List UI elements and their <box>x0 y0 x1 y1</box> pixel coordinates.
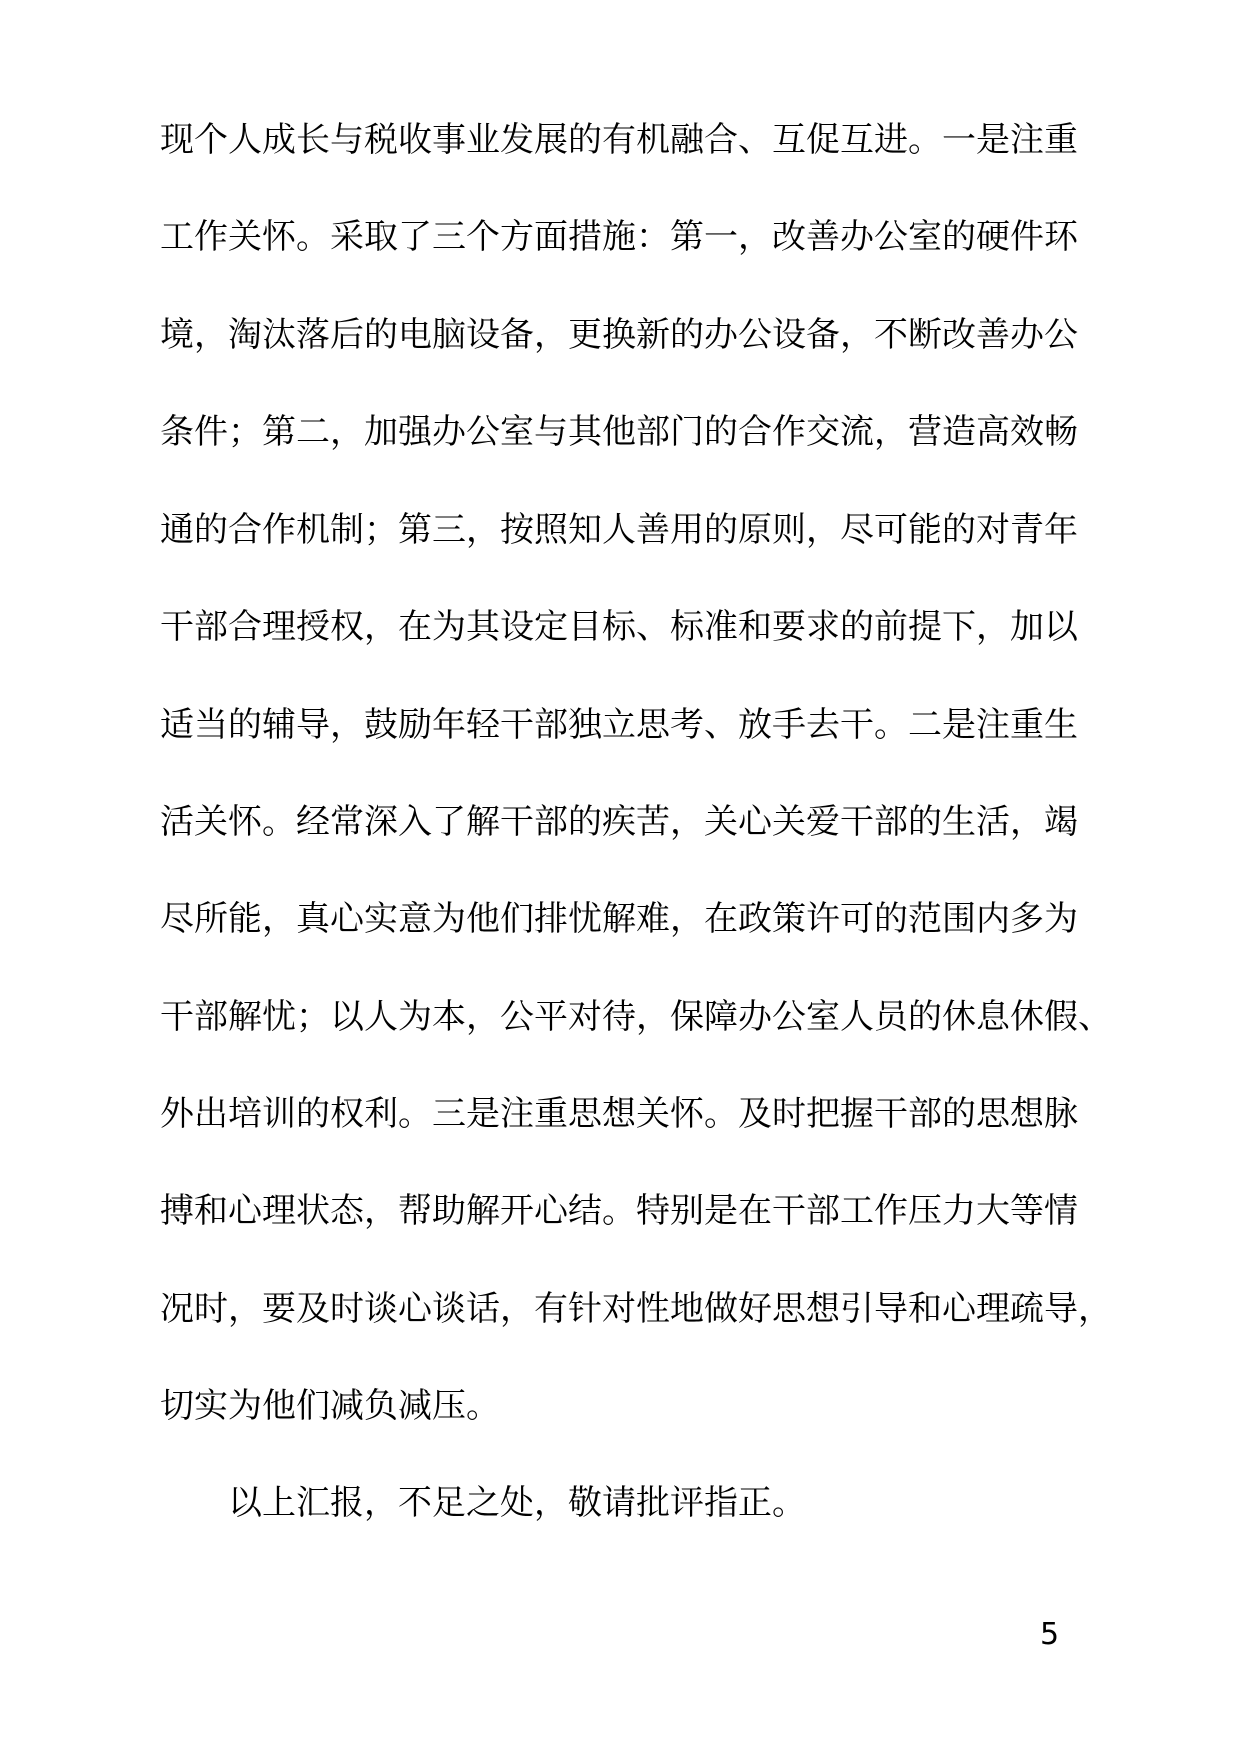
body-text-line: 通的合作机制；第三，按照知人善用的原则，尽可能的对青年 <box>160 510 1078 550</box>
body-text-line: 干部合理授权，在为其设定目标、标准和要求的前提下，加以 <box>160 607 1078 647</box>
body-text-line: 适当的辅导，鼓励年轻干部独立思考、放手去干。二是注重生 <box>160 705 1078 745</box>
body-text-line: 境，淘汰落后的电脑设备，更换新的办公设备，不断改善办公 <box>160 315 1078 355</box>
body-text-line: 干部解忧；以人为本，公平对待，保障办公室人员的休息休假、 <box>160 997 1112 1037</box>
body-text-line: 条件；第二，加强办公室与其他部门的合作交流，营造高效畅 <box>160 412 1078 452</box>
page-number: 5 <box>1040 1617 1060 1652</box>
body-text-line: 现个人成长与税收事业发展的有机融合、互促互进。一是注重 <box>160 120 1078 160</box>
body-text-line: 外出培训的权利。三是注重思想关怀。及时把握干部的思想脉 <box>160 1094 1078 1134</box>
body-text-line: 活关怀。经常深入了解干部的疾苦，关心关爱干部的生活，竭 <box>160 802 1078 842</box>
body-text-line: 尽所能，真心实意为他们排忧解难，在政策许可的范围内多为 <box>160 899 1078 939</box>
body-text-line: 工作关怀。采取了三个方面措施：第一，改善办公室的硬件环 <box>160 217 1078 257</box>
body-text-line: 况时，要及时谈心谈话，有针对性地做好思想引导和心理疏导， <box>160 1289 1112 1329</box>
body-text-line: 切实为他们减负减压。 <box>160 1386 500 1426</box>
body-text-line: 搏和心理状态，帮助解开心结。特别是在干部工作压力大等情 <box>160 1191 1078 1231</box>
closing-paragraph: 以上汇报，不足之处，敬请批评指正。 <box>228 1483 806 1523</box>
